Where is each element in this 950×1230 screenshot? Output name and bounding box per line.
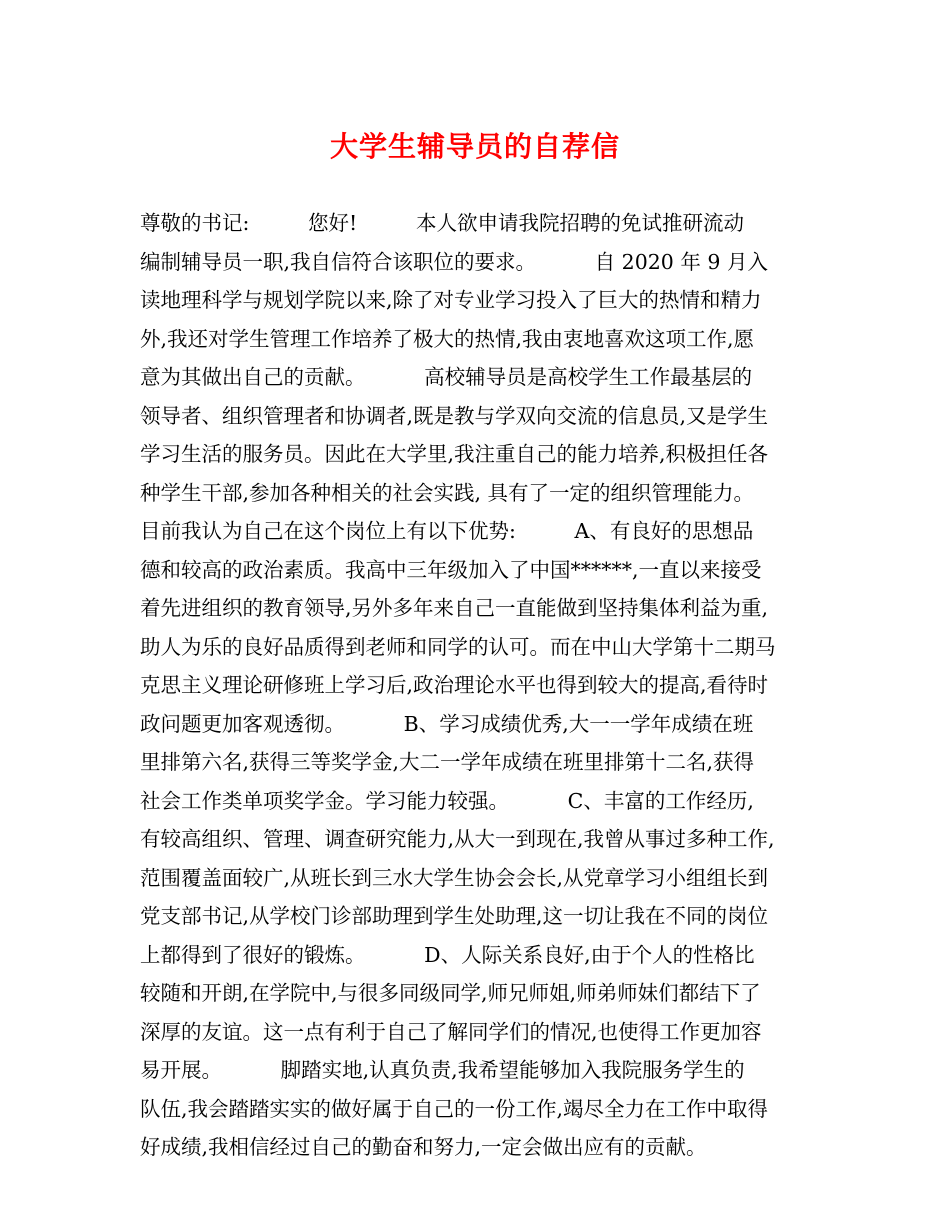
body-line: 德和较高的政治素质。我高中三年级加入了中国******,一直以来接受	[140, 557, 762, 582]
body-line: 种学生干部,参加各种相关的社会实践, 具有了一定的组织管理能力。	[140, 480, 755, 505]
body-line: 较随和开朗,在学院中,与很多同级同学,师兄师姐,师弟师妹们都结下了	[140, 981, 761, 1005]
body-line: 着先进组织的教育领导,另外多年来自己一直能做到坚持集体利益为重,	[140, 596, 769, 620]
body-line: 上都得到了很好的锻炼。 D、人际关系良好,由于个人的性格比	[140, 942, 755, 967]
body-line: 助人为乐的良好品质得到老师和同学的认可。而在中山大学第十二期马	[140, 634, 776, 659]
body-line: 党支部书记,从学校门诊部助理到学生处助理,这一切让我在不同的岗位	[140, 904, 769, 928]
body-line: 目前我认为自己在这个岗位上有以下优势: A、有良好的思想品	[140, 519, 754, 543]
body-line: 深厚的友谊。这一点有利于自己了解同学们的情况,也使得工作更加容	[140, 1019, 762, 1044]
body-line: 读地理科学与规划学院以来,除了对专业学习投入了巨大的热情和精力	[140, 288, 762, 312]
body-line: 易开展。 脚踏实地,认真负责,我希望能够加入我院服务学生的	[140, 1058, 745, 1082]
body-line: 好成绩,我相信经过自己的勤奋和努力,一定会做出应有的贡献。	[140, 1135, 707, 1159]
body-line: 克思主义理论研修班上学习后,政治理论水平也得到较大的提高,看待时	[140, 673, 769, 697]
body-line: 外,我还对学生管理工作培养了极大的热情,我由衷地喜欢这项工作,愿	[140, 326, 755, 351]
body-line: 意为其做出自己的贡献。 高校辅导员是高校学生工作最基层的	[140, 365, 753, 389]
body-line: 学习生活的服务员。因此在大学里,我注重自己的能力培养,积极担任各	[140, 442, 769, 466]
body-line: 领导者、组织管理者和协调者,既是教与学双向交流的信息员,又是学生	[140, 403, 769, 428]
letter-body	[140, 204, 820, 1167]
document-title: 大学生辅导员的自荐信	[329, 130, 620, 163]
body-line: 编制辅导员一职,我自信符合该职位的要求。 自 2020 年 9 月入	[140, 249, 768, 274]
body-line: 范围覆盖面较广,从班长到三水大学生协会会长,从党章学习小组组长到	[140, 865, 769, 890]
body-line: 社会工作类单项奖学金。学习能力较强。 C、丰富的工作经历,	[140, 788, 754, 813]
body-line: 队伍,我会踏踏实实的做好属于自己的一份工作,竭尽全力在工作中取得	[140, 1096, 769, 1121]
body-line: 尊敬的书记: 您好! 本人欲申请我院招聘的免试推研流动	[140, 211, 744, 235]
body-line: 有较高组织、管理、调查研究能力,从大一到现在,我曾从事过多种工作,	[140, 827, 775, 851]
body-line: 里排第六名,获得三等奖学金,大二一学年成绩在班里排第十二名,获得	[140, 750, 755, 774]
body-line: 政问题更加客观透彻。 B、学习成绩优秀,大一一学年成绩在班	[140, 711, 754, 736]
